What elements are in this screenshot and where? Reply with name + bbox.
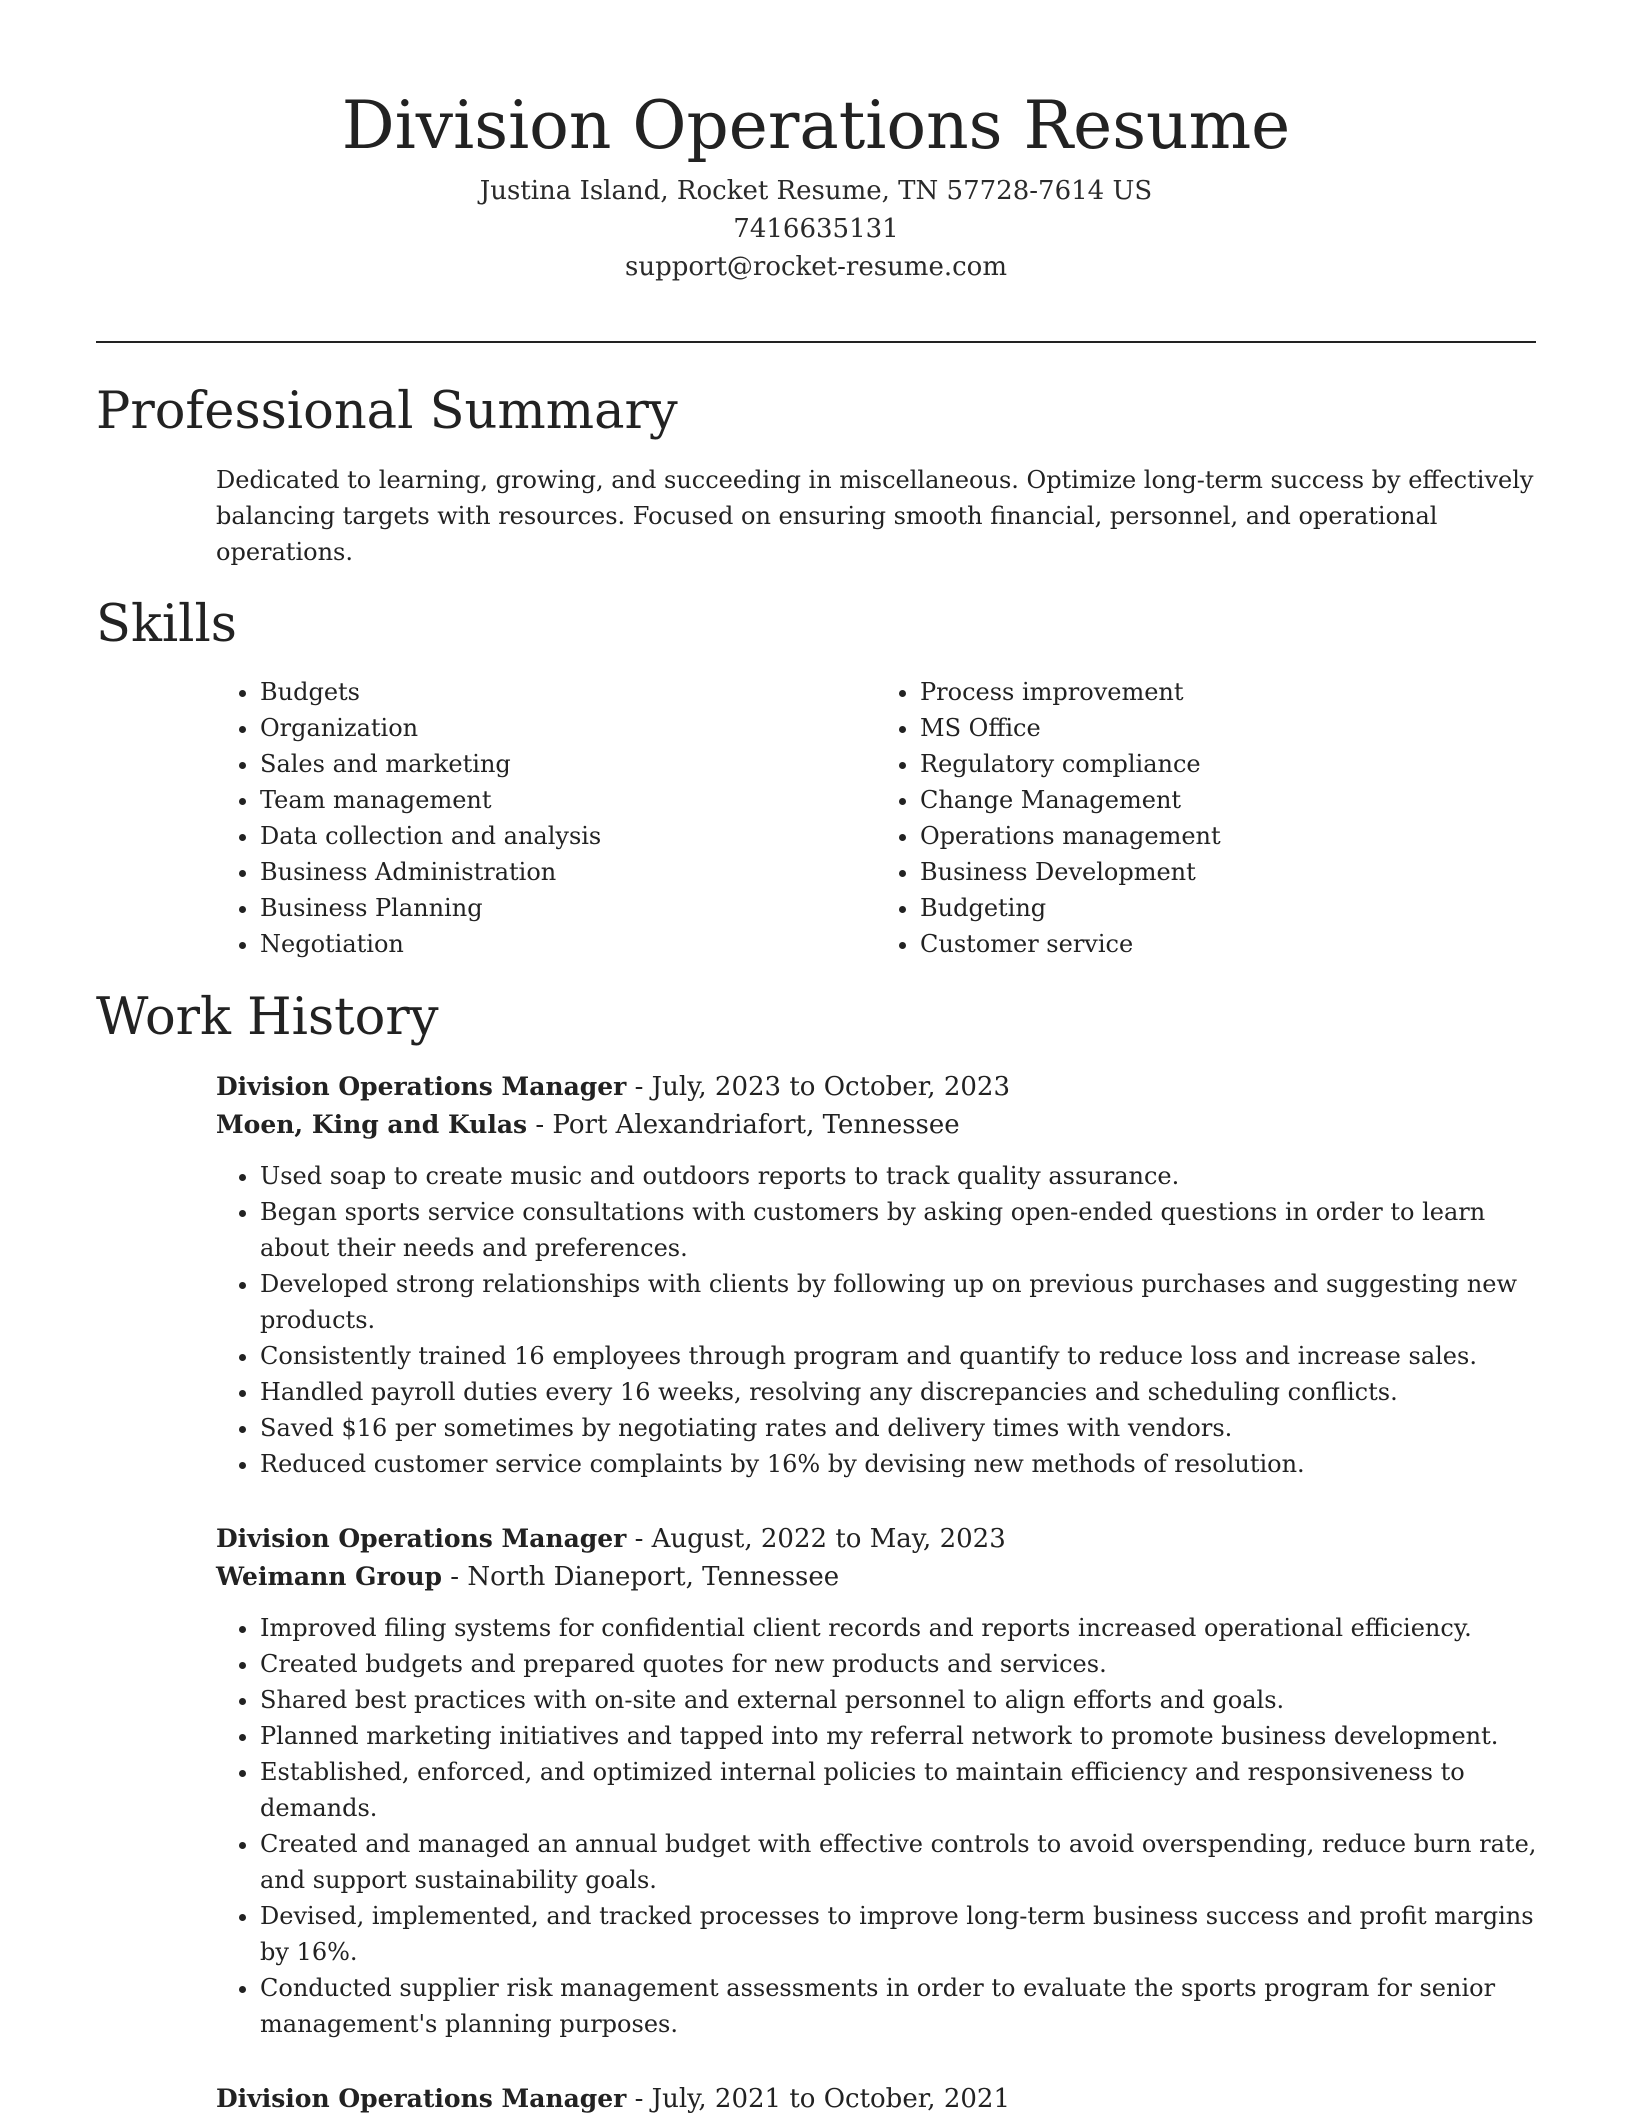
resume-title: Division Operations Resume: [341, 87, 1291, 164]
skill-item: • Regulatory compliance: [920, 746, 1536, 782]
job-company-line: [216, 1106, 1546, 1144]
job-bullet: • Used soap to create music and outdoors reports to track quality assurance.: [260, 1158, 1546, 1194]
job-company-line: [216, 1558, 1546, 1596]
job-location: - Port Alexandriafort, Tennessee: [527, 1110, 960, 1140]
job-title: Division Operations Manager: [216, 1524, 627, 1553]
job-bullet: • Improved filing systems for confidential client records and reports increased operational efficiency.: [260, 1610, 1546, 1646]
job-bullet: • Saved $16 per sometimes by negotiating rates and delivery times with vendors.: [260, 1410, 1546, 1446]
job-title: Division Operations Manager: [216, 2084, 627, 2113]
skill-item: • Business Planning: [260, 890, 876, 926]
summary-text: Dedicated to learning, growing, and succeeding in miscellaneous. Optimize long-term success by effectively balancing targets with resources. Focused on ensuring smooth financial, personnel, and operational operations.: [216, 466, 1534, 566]
job-title-line: [216, 1068, 1546, 1106]
job-bullet: • Devised, implemented, and tracked processes to improve long-term business success and profit margins by 16%.: [260, 1898, 1546, 1970]
skill-item: • Business Administration: [260, 854, 876, 890]
job-bullet: • Developed strong relationships with clients by following up on previous purchases and suggesting new products.: [260, 1266, 1546, 1338]
contact-address: Justina Island, Rocket Resume, TN 57728-7614 US: [479, 176, 1153, 206]
job-bullet: • Began sports service consultations with customers by asking open-ended questions in order to learn about their needs and preferences.: [260, 1194, 1546, 1266]
skill-item: • Customer service: [920, 926, 1536, 962]
skill-item: • Process improvement: [920, 674, 1536, 710]
skill-item: • Negotiation: [260, 926, 876, 962]
skill-item: • Team management: [260, 782, 876, 818]
job-entry: [216, 1520, 1546, 2042]
skills-heading: Skills: [96, 595, 237, 654]
skill-item: • Sales and marketing: [260, 746, 876, 782]
job-company: Weimann Group: [216, 1562, 443, 1591]
job-bullet: • Consistently trained 16 employees through program and quantify to reduce loss and increase sales.: [260, 1338, 1546, 1374]
resume-header: [0, 84, 1632, 286]
header-divider: [96, 341, 1536, 343]
skill-item: • Budgeting: [920, 890, 1536, 926]
job-bullet: • Established, enforced, and optimized internal policies to maintain efficiency and responsiveness to demands.: [260, 1754, 1546, 1826]
job-company: Moen, King and Kulas: [216, 1110, 528, 1139]
skill-item: • Data collection and analysis: [260, 818, 876, 854]
job-dates: - July, 2023 to October, 2023: [626, 1072, 1010, 1102]
skills-list: [216, 674, 1536, 962]
skill-item: • Operations management: [920, 818, 1536, 854]
summary-heading: Professional Summary: [96, 382, 678, 441]
job-dates: - August, 2022 to May, 2023: [626, 1524, 1006, 1554]
skills-column-right: [876, 674, 1536, 962]
work-history-heading: Work History: [96, 988, 439, 1047]
job-title-line: [216, 2080, 1546, 2118]
skill-item: • Budgets: [260, 674, 876, 710]
job-entry: [216, 2080, 1546, 2118]
skill-item: • Organization: [260, 710, 876, 746]
job-bullet: • Planned marketing initiatives and tapped into my referral network to promote business development.: [260, 1718, 1546, 1754]
job-bullet: • Conducted supplier risk management assessments in order to evaluate the sports program for senior management's planning purposes.: [260, 1970, 1546, 2042]
job-bullet: • Reduced customer service complaints by 16% by devising new methods of resolution.: [260, 1446, 1546, 1482]
skills-column-left: [216, 674, 876, 962]
job-title: Division Operations Manager: [216, 1072, 627, 1101]
job-bullets: [216, 1610, 1546, 2042]
job-bullet: • Handled payroll duties every 16 weeks, resolving any discrepancies and scheduling conflicts.: [260, 1374, 1546, 1410]
job-title-line: [216, 1520, 1546, 1558]
job-entry: [216, 1068, 1546, 1482]
skill-item: • Business Development: [920, 854, 1536, 890]
contact-phone: 7416635131: [733, 214, 899, 244]
skill-item: • Change Management: [920, 782, 1536, 818]
job-location: - North Dianeport, Tennessee: [442, 1562, 840, 1592]
job-bullet: • Shared best practices with on-site and external personnel to align efforts and goals.: [260, 1682, 1546, 1718]
contact-email: support@rocket-resume.com: [624, 252, 1007, 282]
job-dates: - July, 2021 to October, 2021: [626, 2084, 1010, 2114]
job-bullets: [216, 1158, 1546, 1482]
job-bullet: • Created and managed an annual budget with effective controls to avoid overspending, reduce burn rate, and support sustainability goals.: [260, 1826, 1546, 1898]
skill-item: • MS Office: [920, 710, 1536, 746]
job-bullet: • Created budgets and prepared quotes for new products and services.: [260, 1646, 1546, 1682]
